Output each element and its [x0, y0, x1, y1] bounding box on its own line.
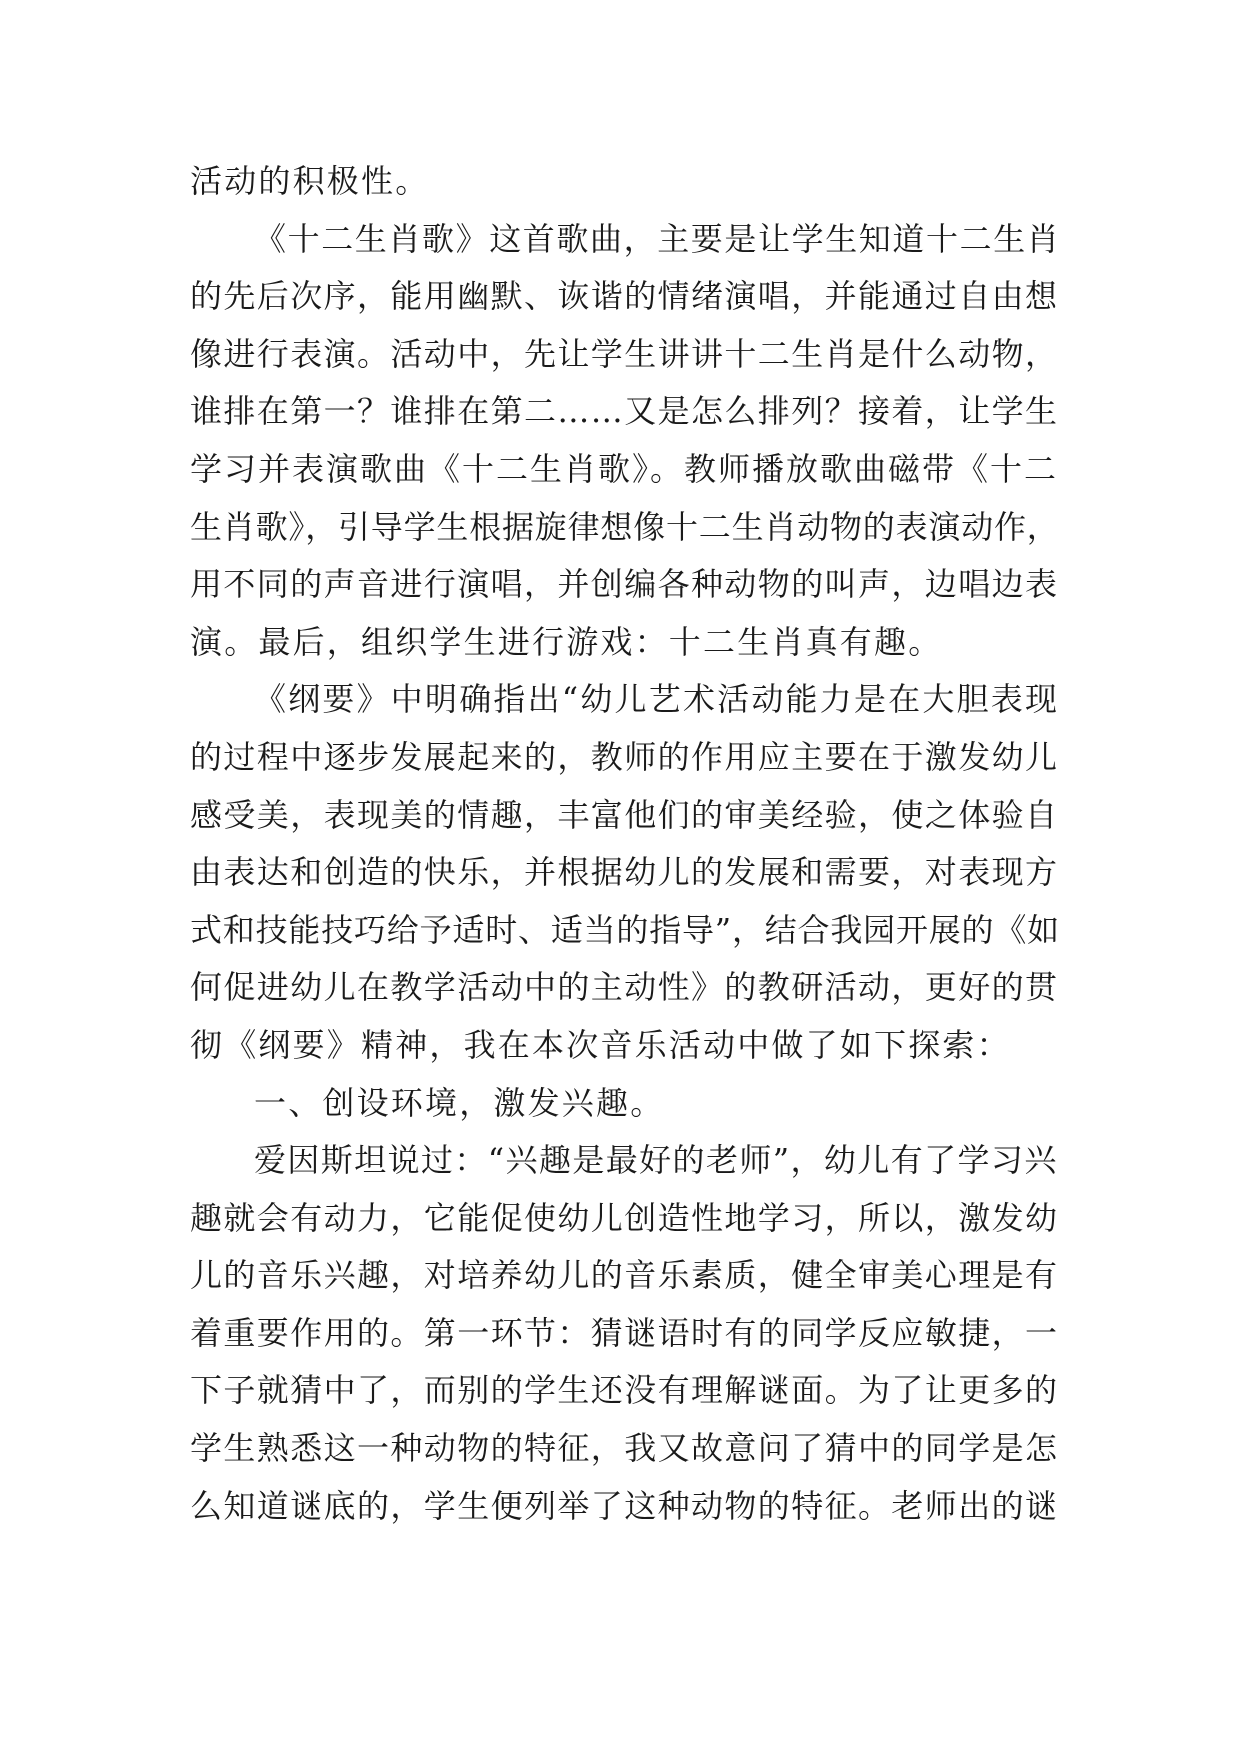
text-line: 像进行表演。活动中，先让学生讲讲十二生肖是什么动物， — [190, 334, 1059, 373]
text-line: 生肖歌》，引导学生根据旋律想像十二生肖动物的表演动作， — [190, 507, 1060, 546]
text-line: 由表达和创造的快乐，并根据幼儿的发展和需要，对表现方 — [190, 853, 1059, 892]
text-line: 学习并表演歌曲《十二生肖歌》。教师播放歌曲磁带《十二 — [190, 449, 1059, 488]
text-line: 《十二生肖歌》这首歌曲，主要是让学生知道十二生肖 — [254, 219, 1061, 258]
text-line: 的过程中逐步发展起来的，教师的作用应主要在于激发幼儿 — [190, 737, 1059, 776]
text-line: 用不同的声音进行演唱，并创编各种动物的叫声，边唱边表 — [190, 565, 1059, 604]
text-line: 的先后次序，能用幽默、诙谐的情绪演唱，并能通过自由想 — [190, 277, 1059, 316]
text-line: 么知道谜底的，学生便列举了这种动物的特征。老师出的谜 — [190, 1486, 1059, 1525]
text-line: 着重要作用的。第一环节：猜谜语时有的同学反应敏捷，一 — [190, 1313, 1059, 1352]
text-line: 彻《纲要》精神，我在本次音乐活动中做了如下探索： — [190, 1025, 1011, 1064]
text-line: 下子就猜中了，而别的学生还没有理解谜面。为了让更多的 — [190, 1371, 1059, 1410]
text-line: 谁排在第一？谁排在第二……又是怎么排列？接着，让学生 — [190, 392, 1059, 431]
text-line: 儿的音乐兴趣，对培养幼儿的音乐素质，健全审美心理是有 — [190, 1256, 1059, 1295]
text-line: 活动的积极性。 — [190, 162, 430, 200]
text-line: 演。最后，组织学生进行游戏：十二生肖真有趣。 — [190, 622, 943, 661]
text-line: 式和技能技巧给予适时、适当的指导”，结合我园开展的《如 — [190, 910, 1060, 949]
text-line: 爱因斯坦说过：“兴趣是最好的老师”，幼儿有了学习兴 — [254, 1141, 1058, 1180]
text-line: 《纲要》中明确指出“幼儿艺术活动能力是在大胆表现 — [254, 680, 1060, 719]
text-line: 何促进幼儿在教学活动中的主动性》的教研活动，更好的贯 — [190, 968, 1059, 1007]
text-line: 学生熟悉这一种动物的特征，我又故意问了猜中的同学是怎 — [190, 1429, 1059, 1468]
text-line: 一、创设环境，激发兴趣。 — [254, 1083, 665, 1122]
text-line: 感受美，表现美的情趣，丰富他们的审美经验，使之体验自 — [190, 795, 1059, 834]
text-line: 趣就会有动力，它能促使幼儿创造性地学习，所以，激发幼 — [190, 1198, 1059, 1237]
document-body — [190, 153, 1062, 1535]
